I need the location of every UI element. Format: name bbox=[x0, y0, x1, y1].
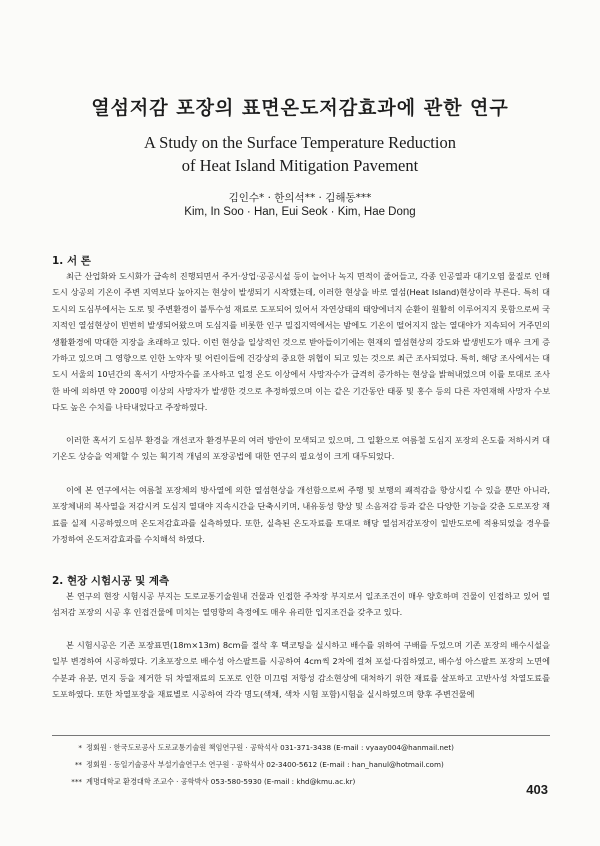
page-number: 403 bbox=[526, 782, 548, 797]
footnote-mark: *** bbox=[71, 777, 82, 786]
footnote-text: 계명대학교 환경대학 조교수 · 공학박사 053-580-5930 (E-mail : khd@kmu.ac.kr) bbox=[86, 777, 356, 786]
footnote-author-1 bbox=[66, 742, 556, 753]
authors-english: Kim, In Soo · Han, Eui Seok · Kim, Hae Dong bbox=[184, 206, 416, 218]
paragraph: 본 시험시공은 기존 포장표면(18m×13m) 8cm를 절삭 후 택코팅을 실시하고 배수를 위하여 구배를 두었으며 기존 포장의 배수시설을 일부 변경하여 시공하였다. 기초포장으로 배수성 아스팔트를 시공하여 4cm씩 2차에 걸쳐 포설·다짐하였고, 배수성 아스팔트 포장의 노면에 수분과 유분, 먼지 등을 제거한 뒤 차열재료의 도포로 인한 미끄럼 저항성 감소현상에 대처하기 위한 재료를 살포하고 고반사성 차열도료를 도포하였다. 또한 차열포장을 재료별로 시공하여 각각 명도(색채, 색차 시험 포함)시험을 실시하였으며 향후 주변건물에 bbox=[52, 640, 550, 700]
footnote-author-3 bbox=[66, 776, 556, 787]
title-korean: 열섬저감 포장의 표면온도저감효과에 관한 연구 bbox=[91, 97, 509, 119]
footnote-divider bbox=[52, 735, 550, 736]
title-english-line-2: of Heat Island Mitigation Pavement bbox=[181, 156, 419, 175]
section-heading-field-test: 2. 현장 시험시공 및 계측 bbox=[52, 575, 170, 587]
paragraph: 본 연구의 현장 시험시공 부지는 도로교통기술원내 건물과 인접한 주차장 부지로서 일조조건이 매우 양호하며 건물이 인접하고 있어 열섬저감 포장의 시공 후 인접건물에 미치는 열영향의 측정에도 매우 유리한 입지조건을 갖추고 있다. bbox=[52, 591, 550, 618]
footnote-text: 정회원 · 한국도로공사 도로교통기술원 책임연구원 · 공학석사 031-371-3438 (E-mail : vyaay004@hanmail.net) bbox=[86, 743, 454, 752]
footnote-author-2 bbox=[66, 759, 556, 770]
footnote-text: 정회원 · 동일기술공사 부설기술연구소 연구원 · 공학석사 02-3400-5612 (E-mail : han_hanul@hotmail.com) bbox=[86, 760, 444, 769]
footnote-mark: * bbox=[78, 743, 82, 752]
title-english-line-1: A Study on the Surface Temperature Reduction bbox=[144, 133, 456, 152]
authors-korean: 김인수* · 한의석** · 김해동*** bbox=[228, 192, 372, 204]
paragraph: 이에 본 연구에서는 여름철 포장체의 방사열에 의한 열섬현상을 개선함으로써 주행 및 보행의 쾌적감을 향상시킬 수 있을 뿐만 아니라, 포장체내의 복사열을 저감시켜 도심지 열대야 지속시간을 단축시키며, 내유동성 향상 및 소음저감 등과 같은 다양한 기능을 갖춘 도로포장 재료를 실제 시공하였으며 온도저감효과를 실측하였다. 또한, 실측된 온도자료를 토대로 해당 열섬저감포장이 일반도로에 적용되었을 경우를 가정하여 온도저감효과를 수치해석 하였다. bbox=[52, 485, 550, 545]
footnote-mark: ** bbox=[74, 760, 82, 769]
section-heading-introduction: 1. 서 론 bbox=[52, 255, 91, 267]
paragraph: 최근 산업화와 도시화가 급속히 진행되면서 주거·상업·공공시설 등이 늘어나 녹지 면적이 줄어들고, 각종 인공열과 대기오염 물질로 인해 도시 상공의 기온이 주변 지역보다 높아지는 현상이 발생되기 시작했는데, 이러한 현상을 바로 열섬(Heat Island)현상이라 부른다. 특히 대도시의 도심부에서는 도로 및 주변환경이 불투수성 재료로 도포되어 있어서 자연상태의 태양에너지 순환이 원활히 이루어지지 못함으로써 국지적인 열섬현상이 빈번히 발생되어왔으며 도심지를 비롯한 인구 밀집지역에서는 밤에도 기온이 떨어지지 않는 열대야가 지속되어 거주민의 생활환경에 막대한 지장을 초래하고 있다. 이런 현상을 일상적인 것으로 받아들이기에는 현재의 열섬현상의 강도와 발생빈도가 매우 크게 증가하고 있으며 그 영향으로 인한 노약자 및 어린이들에 건강상의 중요한 위협이 되고 있는 것으로 최근 조사되었다. 특히, 해당 조사에서는 대도시 서울의 10년간의 혹서기 사망자수를 조사하고 일정 온도 이상에서 사망자수가 급격히 증가하는 현상을 밝혀내었으며 이를 토대로 조사한 바에 의하면 약 2000명 이상의 사망자가 발생한 것으로 추정하였으며 이는 같은 기간동안 태풍 및 홍수 등의 다른 자연재해 사망자 수보다도 높은 수치를 나타내었다고 주장하였다. bbox=[52, 271, 550, 413]
title-english bbox=[0, 131, 600, 177]
paragraph: 이러한 혹서기 도심부 환경을 개선코자 환경부문의 여러 방안이 모색되고 있으며, 그 일환으로 여름철 도심지 포장의 온도를 저하시켜 대기온도 상승을 억제할 수 있는 획기적 개념의 포장공법에 대한 연구의 필요성이 크게 대두되었다. bbox=[52, 435, 550, 462]
